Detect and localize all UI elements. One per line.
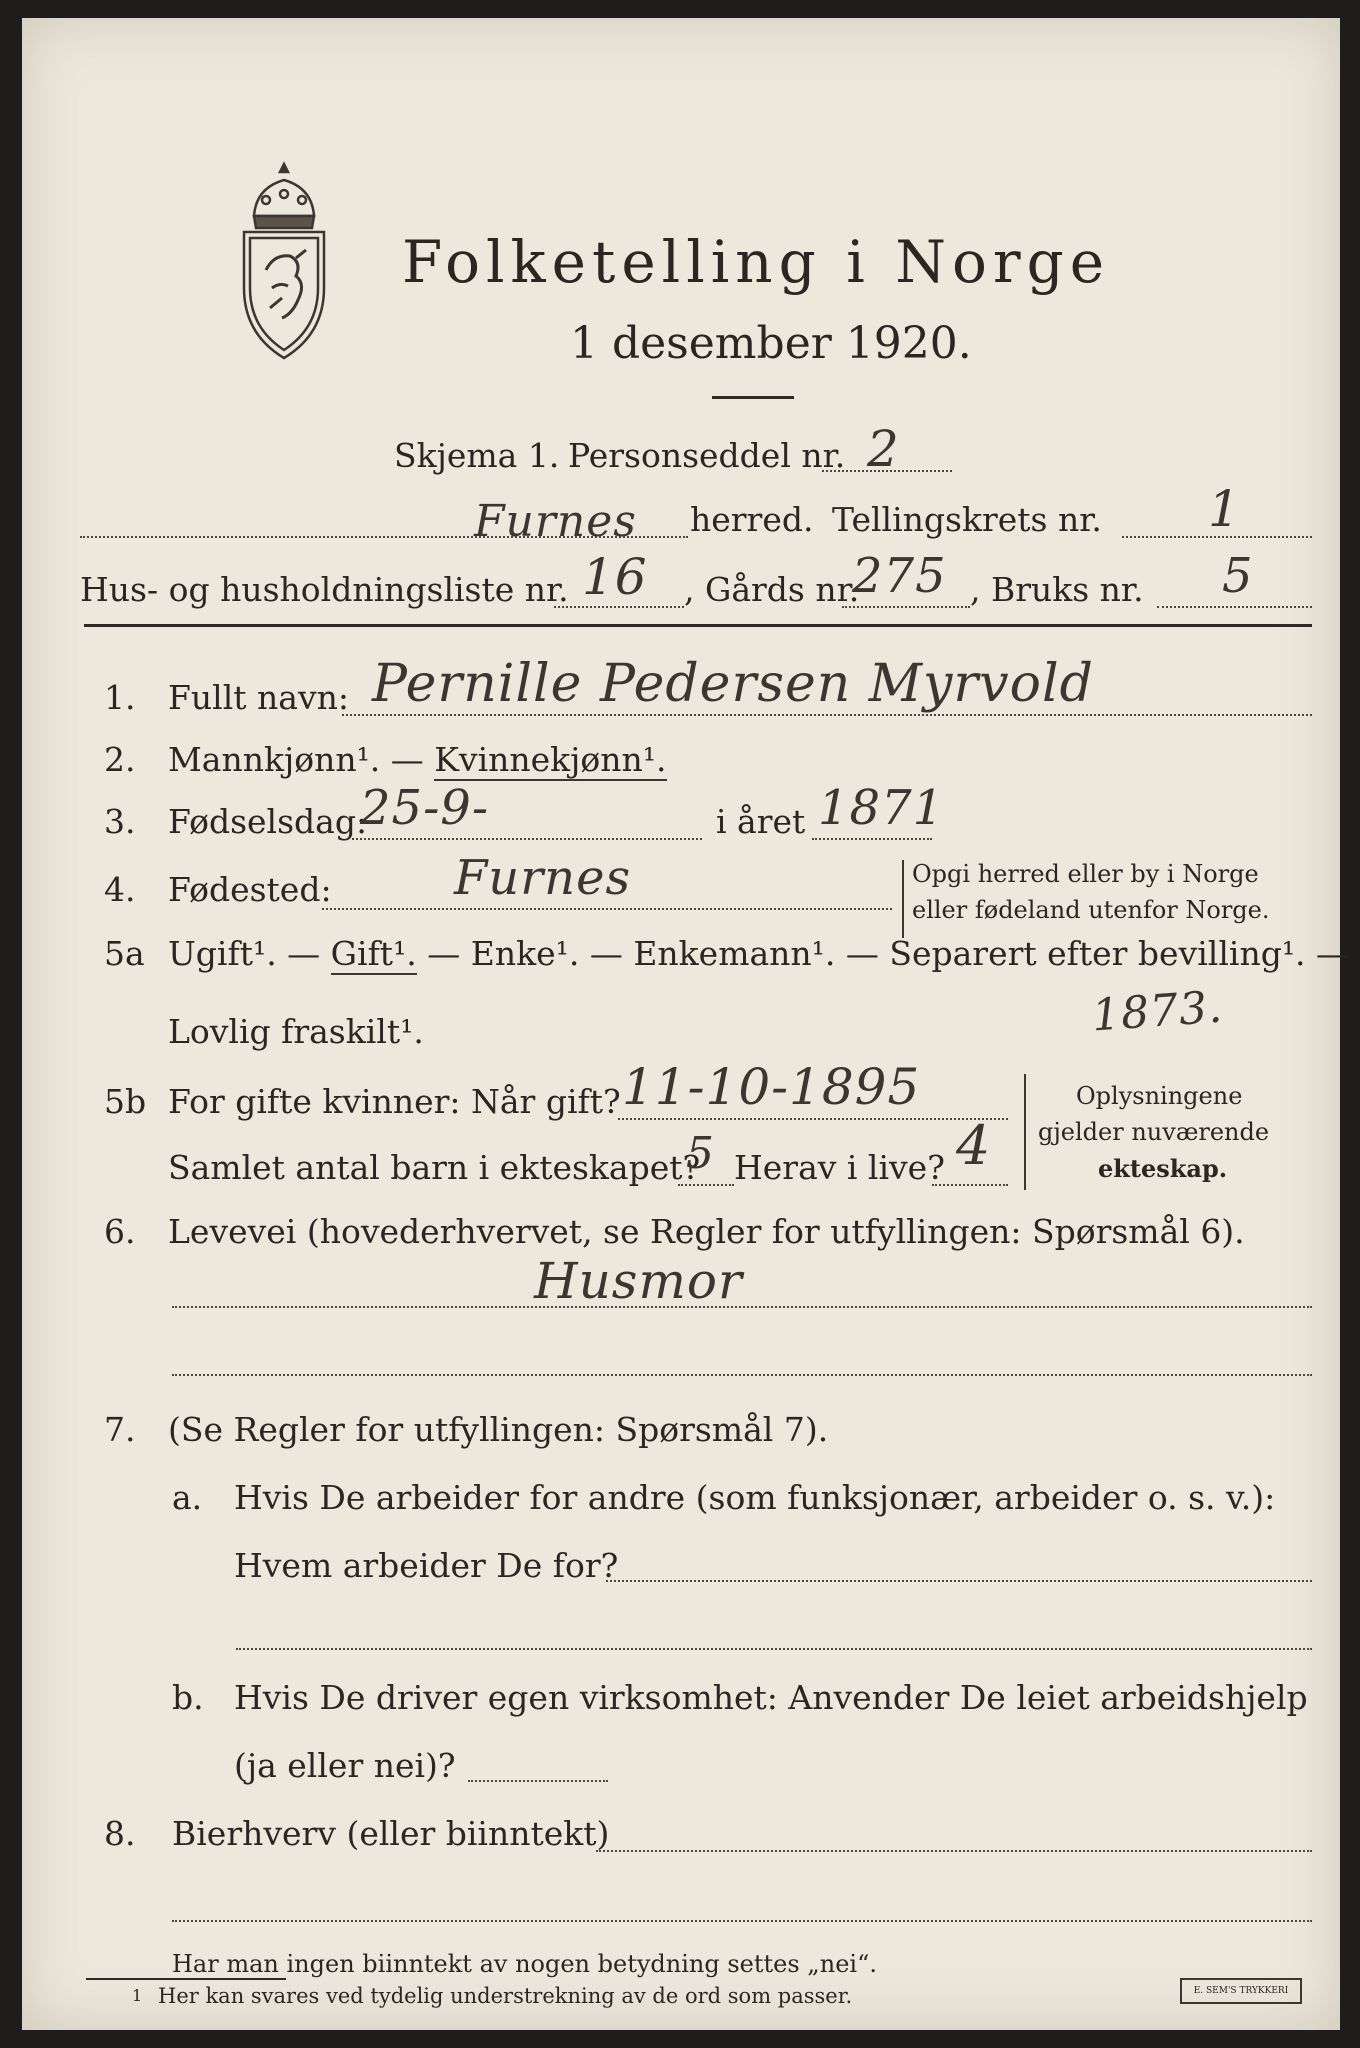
q1-label: Fullt navn:	[168, 678, 349, 717]
q7a-question: Hvem arbeider De for?	[234, 1546, 619, 1585]
q4-note-2: eller fødeland utenfor Norge.	[912, 896, 1270, 924]
q5b-barn-line	[678, 1184, 734, 1186]
q7-label: (Se Regler for utfyllingen: Spørsmål 7).	[168, 1410, 829, 1449]
bruks-label: , Bruks nr.	[970, 570, 1144, 609]
q2-female-option: Kvinnekjønn¹.	[434, 740, 667, 779]
q3-number: 3.	[104, 802, 136, 841]
q7a-line-1	[606, 1580, 1312, 1582]
q6-number: 6.	[104, 1212, 136, 1251]
q4-note-1: Opgi herred eller by i Norge	[912, 860, 1259, 888]
q8-label: Bierhverv (eller biinntekt)	[172, 1814, 610, 1853]
q5a-line2: Lovlig fraskilt¹.	[168, 1012, 424, 1051]
q5b-live-value: 4	[956, 1114, 992, 1177]
q5b-value: 11-10-1895	[622, 1058, 921, 1116]
form-subtitle: 1 desember 1920.	[570, 318, 972, 369]
hus-value: 16	[582, 548, 648, 606]
q6-line-1	[172, 1306, 1312, 1308]
q3-year-value: 1871	[818, 780, 945, 836]
q7b-line	[468, 1780, 608, 1782]
herred-value: Furnes	[474, 496, 637, 547]
q5b-barn-label: Samlet antal barn i ekteskapet?	[168, 1148, 701, 1187]
gards-value: 275	[852, 548, 947, 604]
footer-note: Har man ingen biinntekt av nogen betydning settes „nei“.	[172, 1950, 877, 1978]
q3-year-line	[812, 838, 932, 840]
hus-label: Hus- og husholdningsliste nr.	[80, 570, 569, 609]
gards-line	[842, 606, 970, 608]
q5b-barn-value: 5	[686, 1128, 715, 1179]
q3-value: 25-9-	[360, 780, 490, 836]
hus-line	[554, 606, 684, 608]
q7a-number: a.	[172, 1478, 203, 1517]
q5a-number: 5a	[104, 934, 145, 973]
q5b-line	[618, 1118, 1008, 1120]
q3-line	[352, 838, 702, 840]
q7b-text: Hvis De driver egen virksomhet: Anvender De leiet arbeidshjelp	[234, 1678, 1308, 1717]
footnote-rule	[86, 1978, 286, 1980]
q7b-number: b.	[172, 1678, 204, 1717]
q7a-text: Hvis De arbeider for andre (som funksjonær, arbeider o. s. v.):	[234, 1478, 1276, 1517]
footnote-text: Her kan svares ved tydelig understrekning av de ord som passer.	[158, 1984, 853, 2008]
q7a-line-2	[236, 1648, 1312, 1650]
q4-line	[322, 908, 892, 910]
q5b-note-3: ekteskap.	[1098, 1154, 1228, 1183]
coat-of-arms-icon	[236, 158, 332, 368]
q6-value: Husmor	[534, 1252, 743, 1310]
bruks-value: 5	[1222, 548, 1254, 604]
gards-label: , Gårds nr.	[684, 570, 860, 609]
q4-value: Furnes	[454, 850, 632, 906]
q4-number: 4.	[104, 870, 136, 909]
q5a-options	[168, 934, 1349, 973]
q1-value: Pernille Pedersen Myrvold	[372, 654, 1094, 714]
printer-mark: E. SEM'S TRYKKERI	[1180, 1978, 1302, 2004]
q4-label: Fødested:	[168, 870, 332, 909]
title-divider	[712, 396, 794, 399]
herred-label: herred.	[690, 500, 814, 539]
q2-male-option: Mannkjønn¹. —	[168, 740, 435, 779]
tellingskrets-label: Tellingskrets nr.	[832, 500, 1102, 539]
q8-line-2	[172, 1920, 1312, 1922]
q5b-number: 5b	[104, 1082, 147, 1121]
personseddel-label: Personseddel nr.	[568, 436, 846, 475]
q1-line	[342, 714, 1312, 716]
q8-line-1	[596, 1850, 1312, 1852]
q5b-live-label: Herav i live?	[734, 1148, 945, 1187]
q1-number: 1.	[104, 678, 136, 717]
form-title: Folketelling i Norge	[402, 228, 1111, 296]
q4-bracket	[902, 860, 910, 938]
q5a-ugift: Ugift¹. —	[168, 934, 331, 973]
q8-number: 8.	[104, 1814, 136, 1853]
q7b-question: (ja eller nei)?	[234, 1746, 456, 1785]
personseddel-value: 2	[867, 420, 900, 478]
q3-year-label: i året	[716, 802, 806, 841]
q5b-live-line	[932, 1184, 1008, 1186]
q5a-rest: — Enke¹. — Enkemann¹. — Separert efter bevilling¹. —	[416, 934, 1350, 973]
q5b-note-2: gjelder nuværende	[1038, 1118, 1270, 1146]
q5b-note-1: Oplysningene	[1076, 1082, 1243, 1110]
bruks-line	[1157, 606, 1312, 608]
census-form-page	[22, 18, 1350, 2030]
q6-line-2	[172, 1374, 1312, 1376]
q2-label	[168, 740, 667, 779]
q2-number: 2.	[104, 740, 136, 779]
tellingskrets-value: 1	[1208, 480, 1241, 538]
q5a-gift: Gift¹.	[330, 934, 417, 973]
q5b-label: For gifte kvinner: Når gift?	[168, 1082, 621, 1121]
footnote-number: 1	[132, 1986, 143, 2005]
q5b-bracket	[1024, 1074, 1036, 1190]
q7-number: 7.	[104, 1410, 136, 1449]
skjema-label: Skjema 1.	[394, 436, 560, 475]
q3-label: Fødselsdag:	[168, 802, 368, 841]
q6-label: Levevei (hovederhvervet, se Regler for utfyllingen: Spørsmål 6).	[168, 1212, 1245, 1251]
margin-note: 1873.	[1090, 981, 1225, 1042]
header-rule	[84, 624, 1312, 627]
